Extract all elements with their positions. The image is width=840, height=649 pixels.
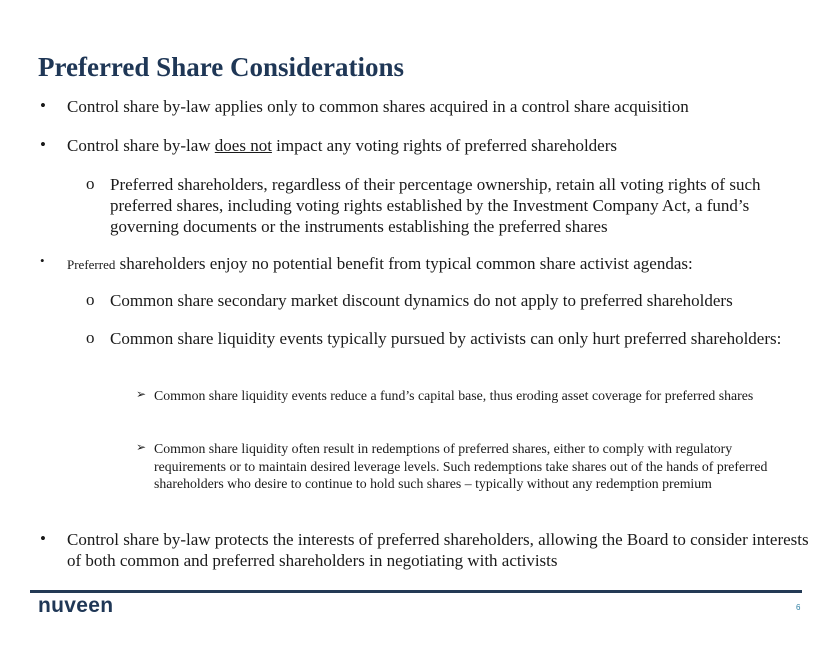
sub-bullet-text: Common share liquidity events typically pursued by activists can only hurt preferred shareholders: (110, 329, 782, 348)
bullet-text (67, 253, 820, 275)
page-number: 6 (796, 603, 801, 612)
sub-bullet-marker: o (86, 290, 95, 309)
bullet-text-part: shareholders enjoy no potential benefit from typical common share activist agendas: (115, 254, 693, 273)
sub-bullet-text: Preferred shareholders, regardless of their percentage ownership, retain all voting rights of such preferred shares, including voting rights established by the Investment Company Act, a fund’s governing documents or the instruments establishing the preferred shares (110, 175, 761, 236)
arrow-bullet-icon: ➢ (136, 387, 147, 401)
nuveen-logo: nuveen (38, 594, 114, 617)
bullet-text-part: Control share by-law (67, 136, 215, 155)
footer-divider (30, 590, 802, 593)
bullet-text (67, 135, 820, 156)
bullet-text: Control share by-law protects the interests of preferred shareholders, allowing the Board to consider interests of both common and preferred shareholders in negotiating with activists (67, 530, 809, 570)
sub-bullet-text: Common share secondary market discount dynamics do not apply to preferred shareholders (110, 291, 733, 310)
bullet-marker: • (40, 529, 46, 548)
slide-title: Preferred Share Considerations (38, 52, 404, 82)
sub-bullet-marker: o (86, 328, 95, 347)
underlined-emphasis: does not (214, 136, 272, 155)
bullet-marker: • (40, 135, 46, 154)
bullet-text-small: Preferred (67, 257, 116, 272)
sub-bullet-marker: o (86, 174, 95, 193)
sub-sub-bullet-text: Common share liquidity events reduce a fund’s capital base, thus eroding asset coverage for preferred shares (154, 388, 754, 403)
bullet-marker: • (40, 96, 46, 115)
bullet-text: Control share by-law applies only to common shares acquired in a control share acquisition (67, 97, 689, 116)
bullet-marker: • (40, 253, 45, 268)
sub-sub-bullet-text: Common share liquidity often result in redemptions of preferred shares, either to comply with regulatory requirements or to maintain desired leverage levels. Such redemptions take shares out of the hands of preferred shareholders who desire to continue to hold such shares – typically without any redemption premium (154, 441, 768, 491)
arrow-bullet-icon: ➢ (136, 440, 147, 454)
bullet-text-part: impact any voting rights of preferred shareholders (271, 136, 618, 155)
